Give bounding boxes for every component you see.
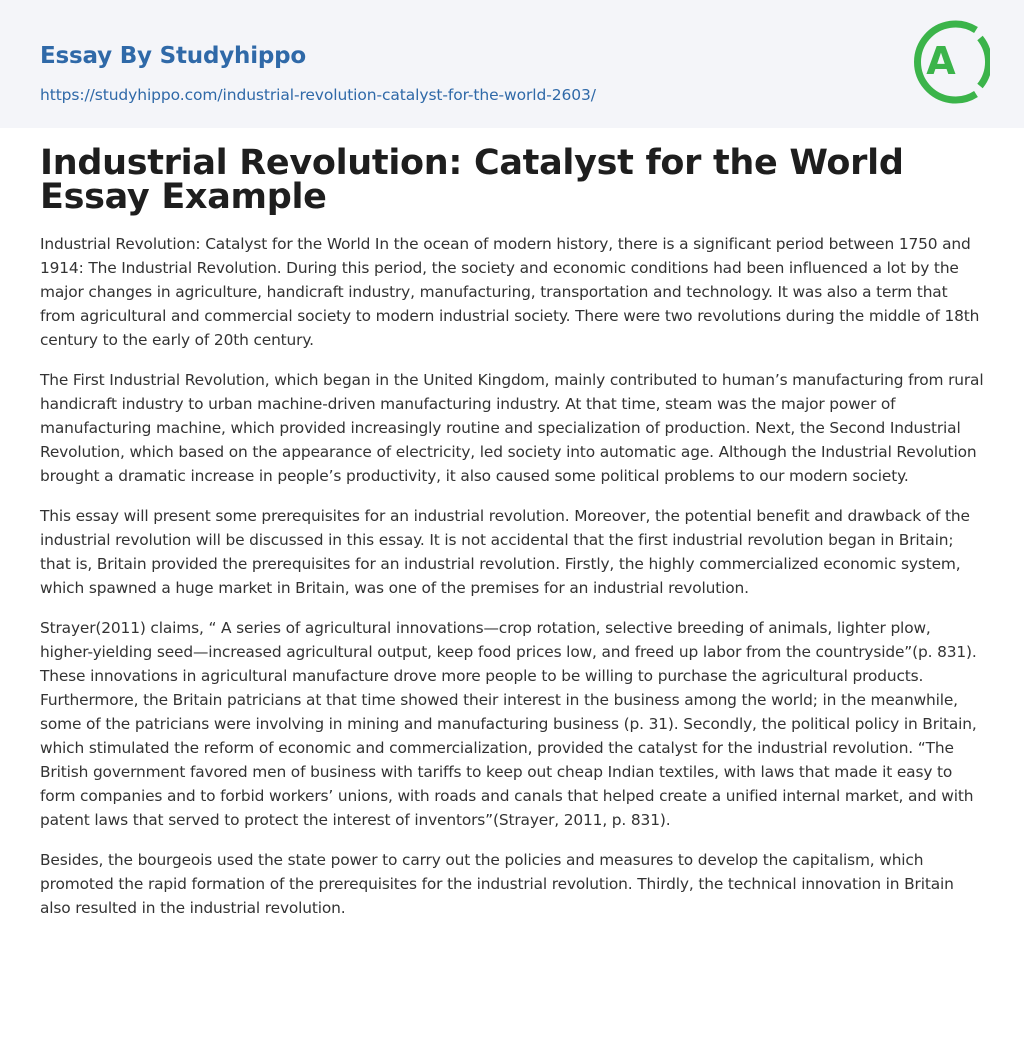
essay-paragraph-4: Strayer(2011) claims, “ A series of agricultural innovations—crop rotation, selective breeding of animals, lighter plow, higher-yielding seed—increased agricultural output, keep food prices low, and freed up labor from the countryside”(p. 831). These innovations in agricultural manufacture drove more people to be willing to purchase the agricultural products. Furthermore, the Britain patricians at that time showed their interest in the business among the world; in the meanwhile, some of the patricians were involving in mining and manufacturing business (p. 31). Secondly, the political policy in Britain, which stimulated the reform of economic and commercialization, provided the catalyst for the industrial revolution. “The British government favored men of business with tariffs to keep out cheap Indian textiles, with laws that made it easy to form companies and to forbid workers’ unions, with roads and canals that helped create a unified internal market, and with patent laws that served to protect the interest of inventors”(Strayer, 2011, p. 831). (40, 619, 977, 829)
brand-title: Essay By Studyhippo (40, 43, 307, 69)
source-url-link[interactable]: https://studyhippo.com/industrial-revolution-catalyst-for-the-world-2603/ (40, 86, 596, 104)
essay-title: Industrial Revolution: Catalyst for the World Essay Example (40, 143, 904, 217)
site-header (0, 0, 1024, 128)
essay-paragraph-1: Industrial Revolution: Catalyst for the World In the ocean of modern history, there is a significant period between 1750 and 1914: The Industrial Revolution. During this period, the society and economic conditions had been influenced a lot by the major changes in agriculture, handicraft industry, manufacturing, transportation and technology. It was also a term that from agricultural and commercial society to modern industrial society. There were two revolutions during the middle of 18th century to the early of 20th century. (40, 235, 980, 349)
essay-paragraph-2: The First Industrial Revolution, which began in the United Kingdom, mainly contributed to human’s manufacturing from rural handicraft industry to urban machine-driven manufacturing industry. At that time, steam was the major power of manufacturing machine, which provided increasingly routine and specialization of production. Next, the Second Industrial Revolution, which based on the appearance of electricity, led society into automatic age. Although the Industrial Revolution brought a dramatic increase in people’s productivity, it also caused some political problems to our modern society. (40, 371, 984, 485)
logo-letter: A (926, 39, 956, 83)
essay-paragraph-3: This essay will present some prerequisites for an industrial revolution. Moreover, the potential benefit and drawback of the industrial revolution will be discussed in this essay. It is not accidental that the first industrial revolution began in Britain; that is, Britain provided the prerequisites for an industrial revolution. Firstly, the highly commercialized economic system, which spawned a huge market in Britain, was one of the premises for an industrial revolution. (40, 507, 970, 597)
essay-content (40, 143, 985, 936)
logo-ring-right (980, 38, 989, 86)
logo-icon[interactable] (910, 18, 990, 106)
essay-paragraph-5: Besides, the bourgeois used the state power to carry out the policies and measures to develop the capitalism, which promoted the rapid formation of the prerequisites for the industrial revolution. Thirdly, the technical innovation in Britain also resulted in the industrial revolution. (40, 851, 954, 917)
